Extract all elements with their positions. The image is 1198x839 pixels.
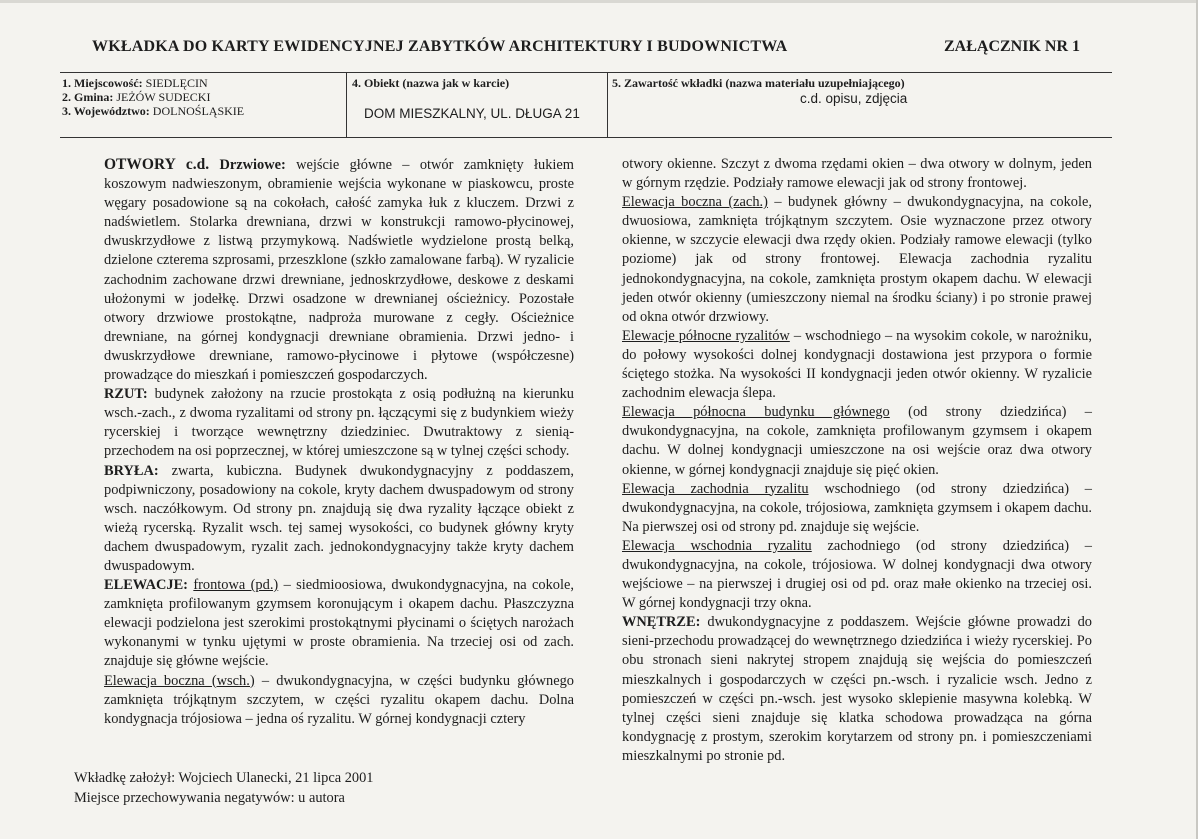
right-column [622,155,1092,766]
elewacje-heading: ELEWACJE: [104,577,188,594]
locality-value: SIEDLĘCIN [145,76,208,90]
locality-label: 1. Miejscowość: [62,76,143,90]
header-divider-1 [346,73,347,137]
elewacja-zachodnia-label: Elewacja zachodnia ryzalitu [622,480,809,497]
contents-label: 5. Zawartość wkładki (nazwa materiału uzupełniającego) [612,76,905,90]
footer-author: Wkładkę założył: Wojciech Ulanecki, 21 lipca 2001 [74,770,374,786]
elewacja-polnocna-text: (od strony dziedzińca) – dwukondygnacyjna, na cokole, zamknięta profilowanym gzymsem i okapem dachu. W dolnej kondygnacji umieszczone na osi wejście oraz dwa otwory okienne, w górnej kondygnacji znajduje się pięć okien. [622,404,1092,478]
elewacje-polnocne-paragraph [622,327,1092,403]
elewacja-polnocna-paragraph [622,403,1092,479]
contents-cell [612,76,1107,90]
otwory-paragraph [104,155,574,385]
header-bottom-rule [60,137,1112,138]
bryla-heading: BRYŁA: [104,462,159,479]
elewacja-frontowa-label: frontowa (pd.) [193,577,279,594]
otwory-subheading: Drzwiowe: [219,157,286,173]
elewacja-boczna-wsch-paragraph [104,672,574,729]
left-column [104,155,574,729]
bryla-paragraph [104,462,574,577]
commune-row [62,90,342,104]
contents-value: c.d. opisu, zdjęcia [800,91,908,106]
elewacja-boczna-zach-paragraph [622,193,1092,327]
rzut-paragraph [104,385,574,461]
object-label: 4. Obiekt (nazwa jak w karcie) [352,76,510,90]
commune-label: 2. Gmina: [62,90,114,104]
elewacje-polnocne-text: – wschodniego – na wysokim cokole, w narożniku, do połowy wysokości dolnej kondygnacji dostawiona jest przypora o formie ściętego stożka. Na wysokości II kondygnacji jeden otwór okienny. W ryzalicie zachodnim elewacja ślepa. [622,327,1092,402]
voivodeship-label: 3. Województwo: [62,104,150,118]
elewacje-polnocne-label: Elewacje północne ryzalitów [622,327,790,344]
elewacja-zachodnia-paragraph [622,480,1092,537]
wnetrze-text: dwukondygnacyjne z poddaszem. Wejście główne prowadzi do sieni-przechodu prowadzącej do wewnętrznego dziedzińca i wieży rycerskiej. Po obu stronach sieni nakrytej stropem znajdują się wejścia do pomieszczeń mieszkalnych i gospodarczych w części pn.-wsch. i ryzalicie wsch. Jedno z pomieszczeń w części pn.-wsch. jest wysoko sklepienie masywna kolebką. W tylnej części sieni znajduje się klatka schodowa prowadząca na górna kondygnację z prostym, szerokim korytarzem od strony pn. i pomieszczeniami mieszkalnymi po stronie pd. [622,614,1092,764]
locality-row [62,76,342,90]
object-cell [352,76,602,90]
elewacja-wschodnia-text: zachodniego (od strony dziedzińca) – dwukondygnacyjna, na cokole, trójosiowa. W dolnej kondygnacji dwa otwory wejściowe – na pierwszej i drugiej osi od pd. oraz małe okienko na trzeciej osi. W górnej kondygnacji trzy okna. [622,537,1092,612]
rzut-heading: RZUT: [104,386,148,403]
bryla-text: zwarta, kubiczna. Budynek dwukondygnacyjny z poddaszem, podpiwniczony, posadowiony na cokole, kryty dachem dwuspadowym od strony wsch. naczółkowym. Od strony pn. znajdują się dwa ryzality łączące obiekt z wieżą rycerską. Ryzalit wsch. tej samej wysokości, co budynek główny kryty dachem dwuspadowym, ryzalit zach. jednokondygnacyjny także kryty dachem dwuspadowym. [104,462,574,574]
footer-storage: Miejsce przechowywania negatywów: u autora [74,790,345,806]
elewacja-polnocna-label: Elewacja północna budynku głównego [622,404,890,421]
elewacja-zachodnia-text: wschodniego (od strony dziedzińca) – dwukondygnacyjna, na cokole, trójosiowa, zamknięta gzymsem i okapem dachu. Na pierwszej osi od strony pd. znajduje się wejście. [622,480,1092,535]
rzut-text: budynek założony na rzucie prostokąta z osią podłużną na kierunku wsch.-zach., z dwoma ryzalitami od strony pn. łączącymi się z budynkiem wieży rycerskiej i tworzące wewnętrzny dziedziniec. Dwutraktowy z sienią-przechodem na osi poprzecznej, w której umieszczone są w tylnej części schody. [104,386,574,460]
elewacja-wschodnia-paragraph [622,537,1092,613]
annex-label: ZAŁĄCZNIK NR 1 [943,38,1080,55]
header-top-rule [60,72,1112,73]
elewacja-boczna-zach-label: Elewacja boczna (zach.) [622,194,768,211]
elewacje-paragraph [104,576,574,671]
document-title: WKŁADKA DO KARTY EWIDENCYJNEJ ZABYTKÓW ARCHITEKTURY I BUDOWNICTWA [92,38,788,55]
otwory-text: wejście główne – otwór zamknięty łukiem koszowym nadwieszonym, obramienie wejścia wykonane w piaskowcu, proste węgary posadowione są na cokołach, całość zamyka łuk z kluczem. Drzwi z nadświetlem. Stolarka drewniana, drzwi w konstrukcji ramowo-płycinowej, dwuskrzydłowe z listwą przymykową. Nadświetle wydzielone prostą belką, dzielone czterema szprosami, przeszklone (szkło zamalowane farbą). W ryzalicie zachodnim zachowane drzwi drewniane, jednoskrzydłowe, deskowe z deskami ułożonymi w jodełkę. Drzwi osadzone w drewnianej ościeżnicy. Pozostałe otwory drzwiowe prostokątne, nadproża murowane z cegły. Ościeżnice drewniane, na górnej kondygnacji drewniane obramienia. Drzwi jedno- i dwuskrzydłowe drewniane, ramowo-płycinowe i płytowe (współczesne) prowadzące do mieszkań i pomieszczeń gospodarczych. [104,157,574,384]
location-cell [62,76,342,118]
otwory-heading: OTWORY c.d. [104,156,210,173]
wnetrze-paragraph [622,613,1092,766]
commune-value: JEŻÓW SUDECKI [116,90,211,104]
voivodeship-value: DOLNOŚLĄSKIE [152,104,245,118]
elewacja-boczna-wsch-label: Elewacja boczna (wsch.) [104,672,255,689]
elewacja-wschodnia-label: Elewacja wschodnia ryzalitu [622,537,812,554]
wnetrze-heading: WNĘTRZE: [622,614,701,631]
continuation-paragraph: otwory okienne. Szczyt z dwoma rzędami okien – dwa otwory w dolnym, jeden w górnym rzędzie. Podziały ramowe elewacji jak od strony frontowej. [622,156,1092,192]
header-divider-2 [607,73,608,137]
elewacja-boczna-wsch-text: – dwukondygnacyjna, w części budynku głównego zamknięta trójkątnym szczytem, w części ryzalitu okapem dachu. Dolna kondygnacja trójosiowa – jedna oś ryzalitu. W górnej kondygnacji cztery [104,672,574,727]
scan-edge-top [0,0,1198,3]
object-value: DOM MIESZKALNY, UL. DŁUGA 21 [364,106,580,121]
voivodeship-row [62,104,342,118]
elewacja-frontowa-text: – siedmioosiowa, dwukondygnacyjna, na cokole, zamknięta profilowanym gzymsem koronującym i okapem dachu. Płaszczyzna elewacji podzielona jest szerokimi prostokątnymi płycinami o ściętych narożach wykonanymi w tynku ujętymi w proste obramienia. Na trzeciej osi od zach. znajduje się główne wejście. [104,577,574,670]
elewacja-boczna-zach-text: – budynek główny – dwukondygnacyjna, na cokole, dwuosiowa, zamknięta trójkątnym szczytem. Osie wyznaczone przez otwory okienne, w szczycie elewacji dwa rzędy okien. Podziały ramowe elewacji (tylko poziome) jak od strony frontowej. Elewacja zachodnia ryzalitu jednokondygnacyjna, na cokole, zamknięta prostym okapem dachu. W elewacji jeden otwór okienny (umieszczony niemal na środku ściany) i po stronie prawej od okna otwór drzwiowy. [622,194,1092,325]
